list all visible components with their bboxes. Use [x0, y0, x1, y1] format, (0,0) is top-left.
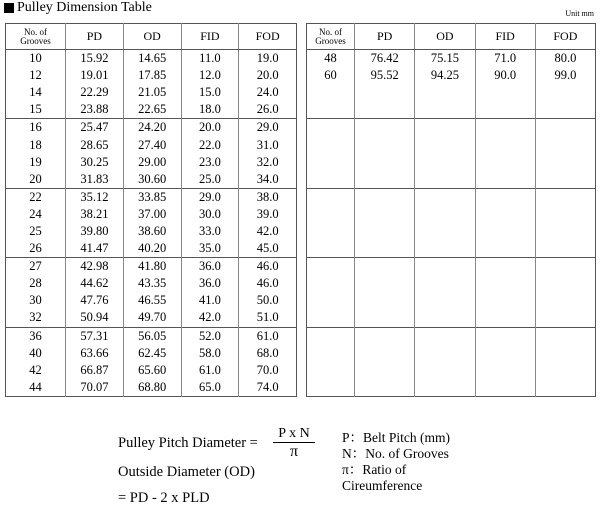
- table-cell: 38.21: [66, 206, 124, 223]
- table-cell: 62.45: [123, 345, 181, 362]
- table-cell: [355, 309, 415, 327]
- table-body-right: [307, 50, 596, 397]
- table-cell: 42.98: [66, 258, 124, 276]
- table-cell: [415, 84, 475, 101]
- table-row: [307, 101, 596, 119]
- table-cell: [415, 136, 475, 153]
- table-row: [6, 379, 297, 397]
- table-cell: 70.07: [66, 379, 124, 397]
- table-cell: 25.47: [66, 119, 124, 137]
- table-cell: [307, 154, 355, 171]
- table-row: [6, 188, 297, 206]
- pitch-diameter-fraction: [273, 426, 315, 461]
- table-cell: 23.0: [181, 154, 239, 171]
- table-row: [6, 171, 297, 189]
- table-cell: [307, 119, 355, 137]
- table-cell: 19.01: [66, 67, 124, 84]
- table-cell: [307, 188, 355, 206]
- table-cell: 46.55: [123, 292, 181, 309]
- table-cell: [535, 154, 595, 171]
- table-cell: 50.0: [239, 292, 297, 309]
- table-cell: [475, 119, 535, 137]
- table-cell: [307, 136, 355, 153]
- title-text: Pulley Dimension Table: [17, 0, 152, 15]
- table-cell: 27: [6, 258, 66, 276]
- table-cell: 44: [29, 379, 42, 394]
- table-cell: [355, 171, 415, 189]
- formula-legend: [342, 430, 450, 494]
- table-row: [6, 119, 297, 137]
- table-row: [307, 240, 596, 258]
- table-cell: [475, 84, 535, 101]
- table-cell: [307, 223, 355, 240]
- table-cell: [355, 275, 415, 292]
- table-cell: [307, 345, 355, 362]
- table-cell: 20: [29, 171, 42, 186]
- table-cell: 20.0: [181, 119, 239, 137]
- table-cell: [535, 345, 595, 362]
- table-row: [307, 67, 596, 84]
- table-cell: [415, 223, 475, 240]
- table-row: [6, 345, 297, 362]
- table-cell: 75.15: [415, 50, 475, 68]
- column-header: FOD: [239, 24, 297, 50]
- table-cell: [307, 171, 355, 189]
- column-header: FID: [475, 24, 535, 50]
- table-row: [307, 119, 596, 137]
- table-row: [6, 258, 297, 276]
- table-cell: 29.0: [239, 119, 297, 137]
- table-cell: 24: [29, 206, 42, 221]
- table-row: [307, 379, 596, 397]
- outside-diameter-label: Outside Diameter (OD): [118, 464, 255, 480]
- column-header: PD: [355, 24, 415, 50]
- table-row: [6, 240, 297, 258]
- table-cell: 60: [324, 68, 337, 83]
- table-cell: [475, 136, 535, 153]
- table-cell: 33.85: [123, 188, 181, 206]
- table-cell: 50.94: [66, 309, 124, 327]
- table-row: [307, 309, 596, 327]
- table-cell: [415, 206, 475, 223]
- table-cell: [415, 240, 475, 258]
- table-cell: 65.60: [123, 362, 181, 379]
- table-row: [6, 101, 297, 119]
- table-cell: 51.0: [239, 309, 297, 327]
- table-cell: 27.40: [123, 136, 181, 153]
- table-cell: [475, 345, 535, 362]
- table-cell: 48: [324, 51, 337, 66]
- table-cell: 41.80: [123, 258, 181, 276]
- table-cell: 32.0: [239, 154, 297, 171]
- table-cell: 12: [29, 68, 42, 83]
- table-row: [6, 223, 297, 240]
- table-cell: [415, 327, 475, 345]
- table-cell: 11.0: [181, 50, 239, 68]
- table-cell: [415, 188, 475, 206]
- header-row: [6, 24, 297, 50]
- table-cell: 47.76: [66, 292, 124, 309]
- legend-item: Cireumference: [342, 478, 423, 493]
- table-cell: 42.0: [181, 309, 239, 327]
- table-cell: [535, 136, 595, 153]
- table-cell: 68.0: [239, 345, 297, 362]
- table-cell: [415, 258, 475, 276]
- table-cell: 52.0: [181, 327, 239, 345]
- table-cell: 63.66: [66, 345, 124, 362]
- table-cell: 25.0: [181, 171, 239, 189]
- table-cell: [415, 119, 475, 137]
- table-cell: [307, 101, 355, 119]
- table-cell: 15: [29, 102, 42, 117]
- table-body-left: [6, 50, 297, 397]
- header-row: [307, 24, 596, 50]
- table-cell: 29.0: [181, 188, 239, 206]
- table-cell: [415, 362, 475, 379]
- table-cell: 30: [29, 293, 42, 308]
- table-cell: [355, 223, 415, 240]
- table-row: [6, 206, 297, 223]
- table-row: [6, 67, 297, 84]
- table-cell: 56.05: [123, 327, 181, 345]
- table-row: [307, 275, 596, 292]
- table-cell: 35.12: [66, 188, 124, 206]
- table-cell: [475, 171, 535, 189]
- fraction-numerator: P x N: [273, 426, 315, 443]
- table-cell: [535, 362, 595, 379]
- table-row: [6, 84, 297, 101]
- table-cell: [355, 258, 415, 276]
- table-cell: 68.80: [123, 379, 181, 397]
- table-cell: 24.0: [239, 84, 297, 101]
- table-cell: 18: [29, 137, 42, 152]
- table-cell: [355, 84, 415, 101]
- table-cell: [475, 223, 535, 240]
- table-cell: 32: [29, 310, 42, 325]
- table-cell: 46.0: [239, 258, 297, 276]
- table-cell: [355, 119, 415, 137]
- table-row: [307, 188, 596, 206]
- table-cell: 28.65: [66, 136, 124, 153]
- table-cell: [475, 240, 535, 258]
- table-cell: 38.60: [123, 223, 181, 240]
- table-cell: [355, 362, 415, 379]
- table-cell: 49.70: [123, 309, 181, 327]
- table-cell: 94.25: [415, 67, 475, 84]
- column-header: OD: [415, 24, 475, 50]
- table-cell: 26.0: [239, 101, 297, 119]
- table-cell: [355, 101, 415, 119]
- table-cell: [307, 258, 355, 276]
- table-cell: [415, 345, 475, 362]
- table-cell: [355, 379, 415, 397]
- table-cell: [415, 154, 475, 171]
- table-cell: 36: [6, 327, 66, 345]
- table-cell: [475, 206, 535, 223]
- table-cell: [475, 327, 535, 345]
- column-header: No. of Grooves: [307, 24, 355, 50]
- table-cell: 31.83: [66, 171, 124, 189]
- table-row: [307, 206, 596, 223]
- table-cell: 76.42: [355, 50, 415, 68]
- column-header: FID: [181, 24, 239, 50]
- table-cell: 25: [29, 223, 42, 238]
- table-row: [307, 136, 596, 153]
- table-cell: 14.65: [123, 50, 181, 68]
- table-cell: [307, 275, 355, 292]
- table-cell: 61.0: [181, 362, 239, 379]
- legend-item: π：Ratio of: [342, 462, 407, 477]
- table-cell: [535, 309, 595, 327]
- table-row: [307, 362, 596, 379]
- table-cell: 44.62: [66, 275, 124, 292]
- table-cell: 74.0: [239, 379, 297, 397]
- table-cell: [475, 379, 535, 397]
- table-cell: 19: [29, 154, 42, 169]
- table-cell: [355, 136, 415, 153]
- table-cell: 40: [29, 345, 42, 360]
- table-cell: 41.47: [66, 240, 124, 258]
- table-row: [307, 171, 596, 189]
- table-cell: 34.0: [239, 171, 297, 189]
- table-row: [307, 84, 596, 101]
- table-cell: [535, 101, 595, 119]
- table-cell: 31.0: [239, 136, 297, 153]
- table-cell: [475, 292, 535, 309]
- table-cell: [475, 154, 535, 171]
- table-cell: 16: [6, 119, 66, 137]
- table-cell: 18.0: [181, 101, 239, 119]
- table-cell: 38.0: [239, 188, 297, 206]
- table-cell: [535, 258, 595, 276]
- fraction-denominator: π: [289, 443, 299, 460]
- table-cell: [535, 223, 595, 240]
- table-cell: [535, 84, 595, 101]
- table-cell: 22.65: [123, 101, 181, 119]
- table-cell: 30.0: [181, 206, 239, 223]
- table-cell: 14: [29, 85, 42, 100]
- table-cell: 20.0: [239, 67, 297, 84]
- table-cell: [535, 379, 595, 397]
- table-cell: 15.0: [181, 84, 239, 101]
- table-cell: [307, 362, 355, 379]
- legend-item: P：Belt Pitch (mm): [342, 430, 450, 445]
- table-cell: 46.0: [239, 275, 297, 292]
- table-cell: [307, 292, 355, 309]
- table-row: [307, 50, 596, 68]
- table-row: [307, 327, 596, 345]
- table-cell: 21.05: [123, 84, 181, 101]
- table-cell: 24.20: [123, 119, 181, 137]
- table-cell: [475, 362, 535, 379]
- table-cell: 10: [29, 51, 42, 66]
- table-row: [6, 292, 297, 309]
- table-row: [6, 136, 297, 153]
- table-cell: 39.80: [66, 223, 124, 240]
- table-row: [307, 345, 596, 362]
- table-cell: [355, 292, 415, 309]
- table-cell: [415, 292, 475, 309]
- table-cell: 61.0: [239, 327, 297, 345]
- table-cell: [415, 101, 475, 119]
- table-cell: [307, 327, 355, 345]
- table-cell: 30.25: [66, 154, 124, 171]
- table-cell: 22.29: [66, 84, 124, 101]
- table-cell: 36.0: [181, 258, 239, 276]
- page-title: [4, 0, 152, 16]
- table-row: [6, 327, 297, 345]
- table-cell: 66.87: [66, 362, 124, 379]
- table-cell: 12.0: [181, 67, 239, 84]
- column-header: PD: [66, 24, 124, 50]
- table-cell: [475, 309, 535, 327]
- table-cell: [355, 188, 415, 206]
- table-cell: [535, 119, 595, 137]
- table-cell: [535, 188, 595, 206]
- table-cell: [535, 206, 595, 223]
- table-row: [307, 292, 596, 309]
- table-row: [6, 50, 297, 68]
- pitch-diameter-label: Pulley Pitch Diameter =: [118, 435, 258, 451]
- table-cell: 39.0: [239, 206, 297, 223]
- table-cell: 26: [29, 241, 42, 256]
- table-cell: 99.0: [535, 67, 595, 84]
- table-cell: [475, 188, 535, 206]
- table-cell: [535, 171, 595, 189]
- table-cell: 45.0: [239, 240, 297, 258]
- table-cell: [355, 345, 415, 362]
- table-row: [6, 362, 297, 379]
- table-cell: 57.31: [66, 327, 124, 345]
- table-cell: 33.0: [181, 223, 239, 240]
- table-cell: 95.52: [355, 67, 415, 84]
- outside-diameter-formula: = PD - 2 x PLD: [118, 490, 210, 506]
- column-header: OD: [123, 24, 181, 50]
- table-cell: 29.00: [123, 154, 181, 171]
- table-cell: 58.0: [181, 345, 239, 362]
- pulley-table-right: [306, 23, 596, 397]
- table-cell: 30.60: [123, 171, 181, 189]
- table-cell: 70.0: [239, 362, 297, 379]
- table-cell: 22: [6, 188, 66, 206]
- table-cell: [535, 240, 595, 258]
- table-cell: 28: [29, 276, 42, 291]
- table-cell: 19.0: [239, 50, 297, 68]
- table-cell: 90.0: [475, 67, 535, 84]
- table-cell: [355, 154, 415, 171]
- table-cell: 41.0: [181, 292, 239, 309]
- table-cell: [307, 309, 355, 327]
- table-cell: [355, 206, 415, 223]
- table-cell: 22.0: [181, 136, 239, 153]
- table-cell: 35.0: [181, 240, 239, 258]
- table-cell: 23.88: [66, 101, 124, 119]
- title-bullet-icon: [4, 3, 14, 13]
- legend-item: N：No. of Grooves: [342, 446, 449, 461]
- table-cell: [307, 379, 355, 397]
- table-row: [307, 258, 596, 276]
- table-cell: 80.0: [535, 50, 595, 68]
- table-cell: 43.35: [123, 275, 181, 292]
- table-cell: 15.92: [66, 50, 124, 68]
- pulley-table-left: [5, 23, 297, 397]
- table-row: [6, 154, 297, 171]
- table-cell: [415, 275, 475, 292]
- column-header: FOD: [535, 24, 595, 50]
- column-header: No. of Grooves: [6, 24, 66, 50]
- table-cell: [535, 292, 595, 309]
- table-cell: [475, 275, 535, 292]
- table-row: [307, 223, 596, 240]
- table-cell: [355, 240, 415, 258]
- table-row: [6, 275, 297, 292]
- unit-label: Unit mm: [565, 9, 594, 18]
- table-cell: 65.0: [181, 379, 239, 397]
- table-cell: 37.00: [123, 206, 181, 223]
- table-cell: 36.0: [181, 275, 239, 292]
- table-cell: 42.0: [239, 223, 297, 240]
- table-cell: [415, 379, 475, 397]
- table-cell: [307, 84, 355, 101]
- table-cell: [355, 327, 415, 345]
- table-cell: [307, 206, 355, 223]
- table-cell: 71.0: [475, 50, 535, 68]
- table-cell: [535, 275, 595, 292]
- table-cell: [307, 240, 355, 258]
- table-cell: [475, 258, 535, 276]
- table-row: [6, 309, 297, 327]
- table-cell: [415, 171, 475, 189]
- table-row: [307, 154, 596, 171]
- table-cell: [535, 327, 595, 345]
- table-cell: 40.20: [123, 240, 181, 258]
- table-cell: [415, 309, 475, 327]
- table-cell: [475, 101, 535, 119]
- table-cell: 17.85: [123, 67, 181, 84]
- table-cell: 42: [29, 362, 42, 377]
